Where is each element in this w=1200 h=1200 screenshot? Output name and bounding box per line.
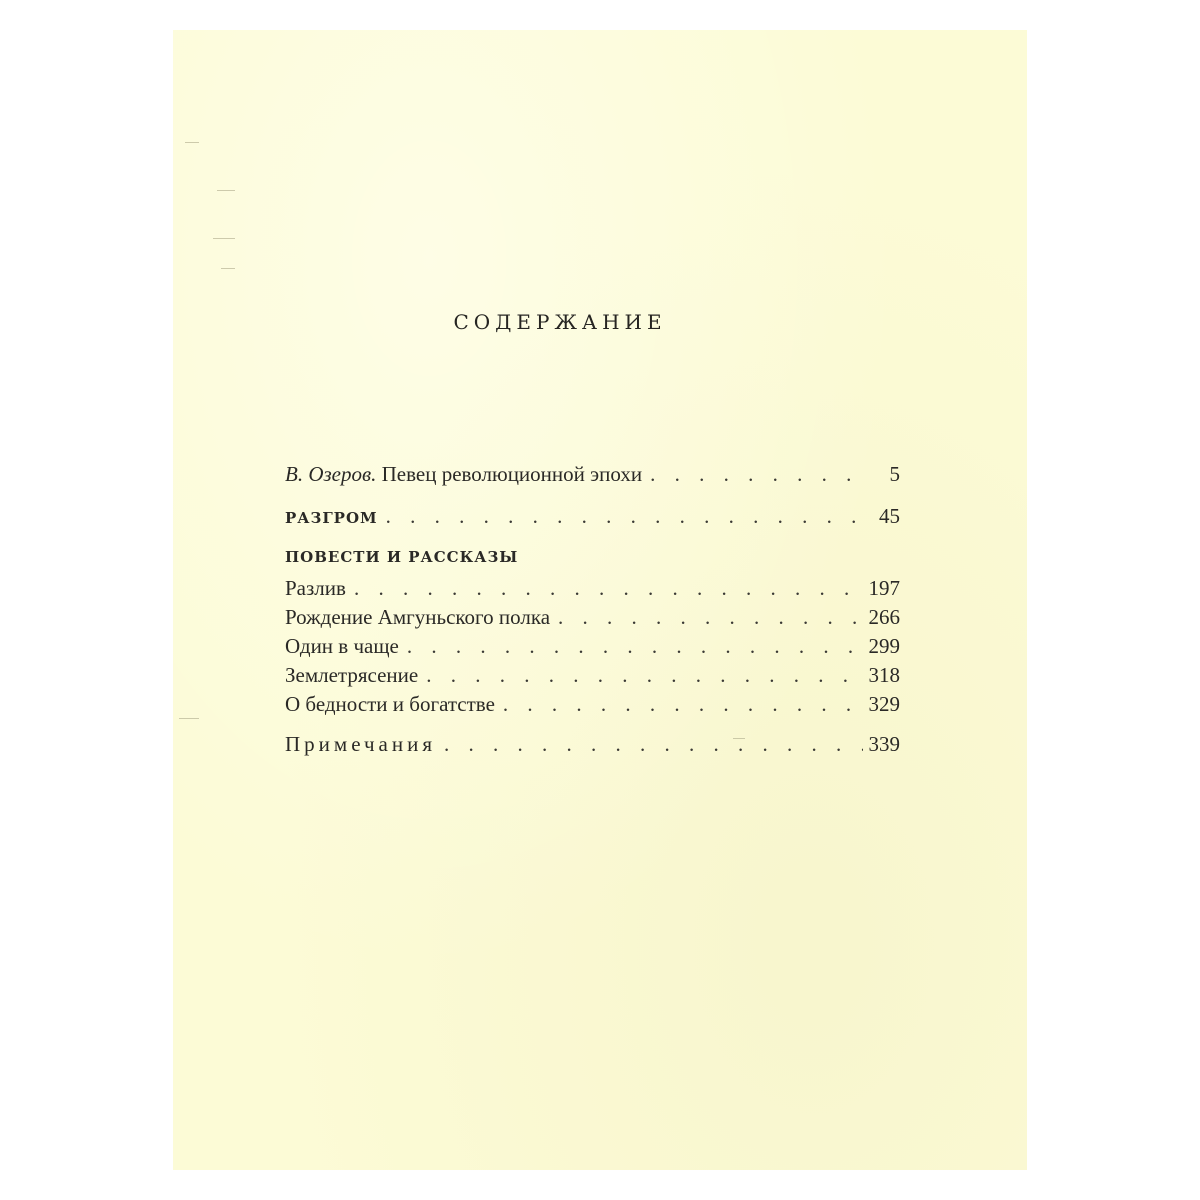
- leader-dots: [407, 634, 863, 659]
- book-page: [173, 30, 1027, 1170]
- toc-page-number: 339: [868, 732, 900, 756]
- paper-speck: [217, 190, 235, 191]
- toc-entry-notes[interactable]: [285, 732, 900, 760]
- paper-speck: [185, 142, 199, 143]
- leader-dots: [444, 732, 862, 757]
- toc-entry-intro[interactable]: [285, 462, 900, 490]
- paper-speck: [179, 718, 199, 719]
- leader-dots: [503, 692, 863, 717]
- toc-entry-author: В. Озеров.: [285, 462, 377, 486]
- paper-speck: [213, 238, 235, 239]
- toc-entry-story[interactable]: [285, 605, 900, 633]
- paper-speck: [221, 268, 235, 269]
- toc-entry-story[interactable]: [285, 634, 900, 662]
- toc-entry-story[interactable]: [285, 576, 900, 604]
- toc-entry-title: РАЗГРОМ: [285, 509, 378, 527]
- leader-dots: [354, 576, 863, 601]
- toc-entry-title: Примечания: [285, 732, 437, 756]
- leader-dots: [386, 504, 864, 529]
- toc-page-number: 45: [879, 504, 900, 528]
- toc-title: СОДЕРЖАНИЕ: [453, 310, 667, 334]
- toc-page-number: 318: [868, 663, 900, 687]
- section-heading: ПОВЕСТИ И РАССКАЗЫ: [285, 548, 519, 566]
- toc-entry-title: Один в чаще: [285, 634, 399, 658]
- toc-entry-label: [285, 462, 642, 487]
- toc-entry-razgrom[interactable]: [285, 504, 900, 532]
- toc-entry-story[interactable]: [285, 692, 900, 720]
- toc-entry-title: Певец революционной эпохи: [381, 462, 643, 486]
- toc-page-number: 299: [868, 634, 900, 658]
- toc-page-number: 266: [868, 605, 900, 629]
- toc-page-number: 5: [889, 462, 900, 486]
- leader-dots: [558, 605, 862, 630]
- leader-dots: [650, 462, 864, 487]
- leader-dots: [426, 663, 862, 688]
- toc-page-number: 197: [868, 576, 900, 600]
- toc-entry-story[interactable]: [285, 663, 900, 691]
- toc-page-number: 329: [868, 692, 900, 716]
- toc-entry-title: Разлив: [285, 576, 346, 600]
- toc-entry-title: Землетрясение: [285, 663, 419, 687]
- toc-entry-title: Рождение Амгуньского полка: [285, 605, 551, 629]
- toc-entry-title: О бедности и богатстве: [285, 692, 495, 716]
